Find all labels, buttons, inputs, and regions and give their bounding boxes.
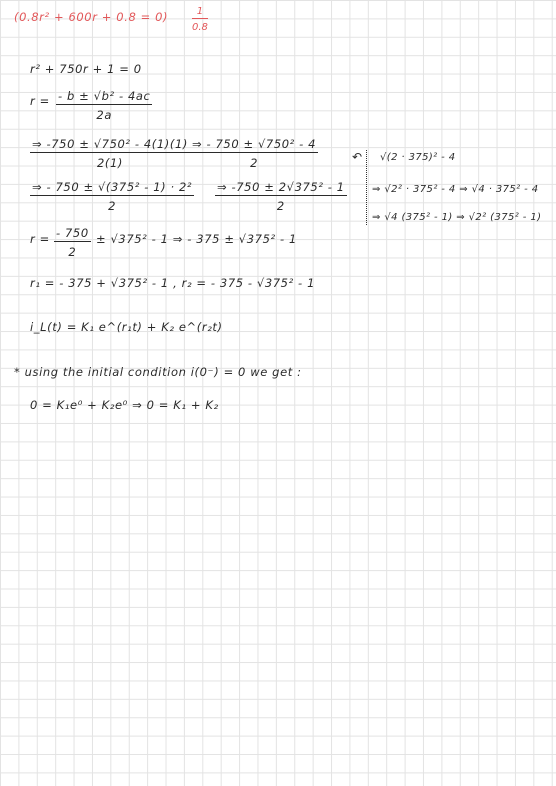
step1-denominator: 2(1) <box>96 156 123 170</box>
step2b-fraction <box>215 180 347 213</box>
side-note-2: ⇒ √2² · 375² - 4 ⇒ √4 · 375² - 4 <box>372 184 539 195</box>
divide-fraction <box>192 6 208 33</box>
result-line: 0 = K₁e⁰ + K₂e⁰ ⇒ 0 = K₁ + K₂ <box>30 398 219 412</box>
roots-line: r₁ = - 375 + √375² - 1 , r₂ = - 375 - √375² - 1 <box>30 276 315 290</box>
step2b-numerator: ⇒ -750 ± 2√375² - 1 <box>217 180 345 194</box>
step1-fraction <box>30 137 190 170</box>
step2b-denominator: 2 <box>276 199 285 213</box>
side-note-1: √(2 · 375)² - 4 <box>380 152 456 163</box>
quadratic-formula <box>56 89 152 122</box>
step1b-numerator: ⇒ - 750 ± √750² - 4 <box>192 137 317 151</box>
step2-numerator: ⇒ - 750 ± √(375² - 1) · 2² <box>32 180 193 194</box>
side-note-3: ⇒ √4 (375² - 1) ⇒ √2² (375² - 1) <box>372 212 542 223</box>
divide-denominator: 0.8 <box>192 22 208 33</box>
equation-line-1: (0.8r² + 600r + 0.8 = 0) <box>14 10 169 24</box>
quadratic-prefix: r = <box>30 94 50 108</box>
quadratic-denominator: 2a <box>96 108 112 122</box>
quadratic-numerator: - b ± √b² - 4ac <box>58 89 151 103</box>
step3-fraction <box>54 226 91 259</box>
step2-fraction <box>30 180 194 213</box>
step1b-fraction <box>190 137 318 170</box>
step3-denominator: 2 <box>68 245 77 259</box>
divide-numerator: 1 <box>192 6 208 19</box>
step3-numerator: - 750 <box>56 226 89 240</box>
step1-numerator: ⇒ -750 ± √750² - 4(1)(1) <box>32 137 188 151</box>
equation-line-2: r² + 750r + 1 = 0 <box>30 62 142 76</box>
condition-line: * using the initial condition i(0⁻) = 0 we get : <box>14 365 302 379</box>
step3-prefix: r = <box>30 232 50 246</box>
curved-arrow-icon: ↶ <box>352 150 363 164</box>
dotted-divider <box>366 150 367 225</box>
step3-rest: ± √375² - 1 ⇒ - 375 ± √375² - 1 <box>96 232 297 246</box>
solution-line: i_L(t) = K₁ e^(r₁t) + K₂ e^(r₂t) <box>30 320 223 334</box>
step2-denominator: 2 <box>108 199 117 213</box>
step1b-denominator: 2 <box>250 156 258 170</box>
